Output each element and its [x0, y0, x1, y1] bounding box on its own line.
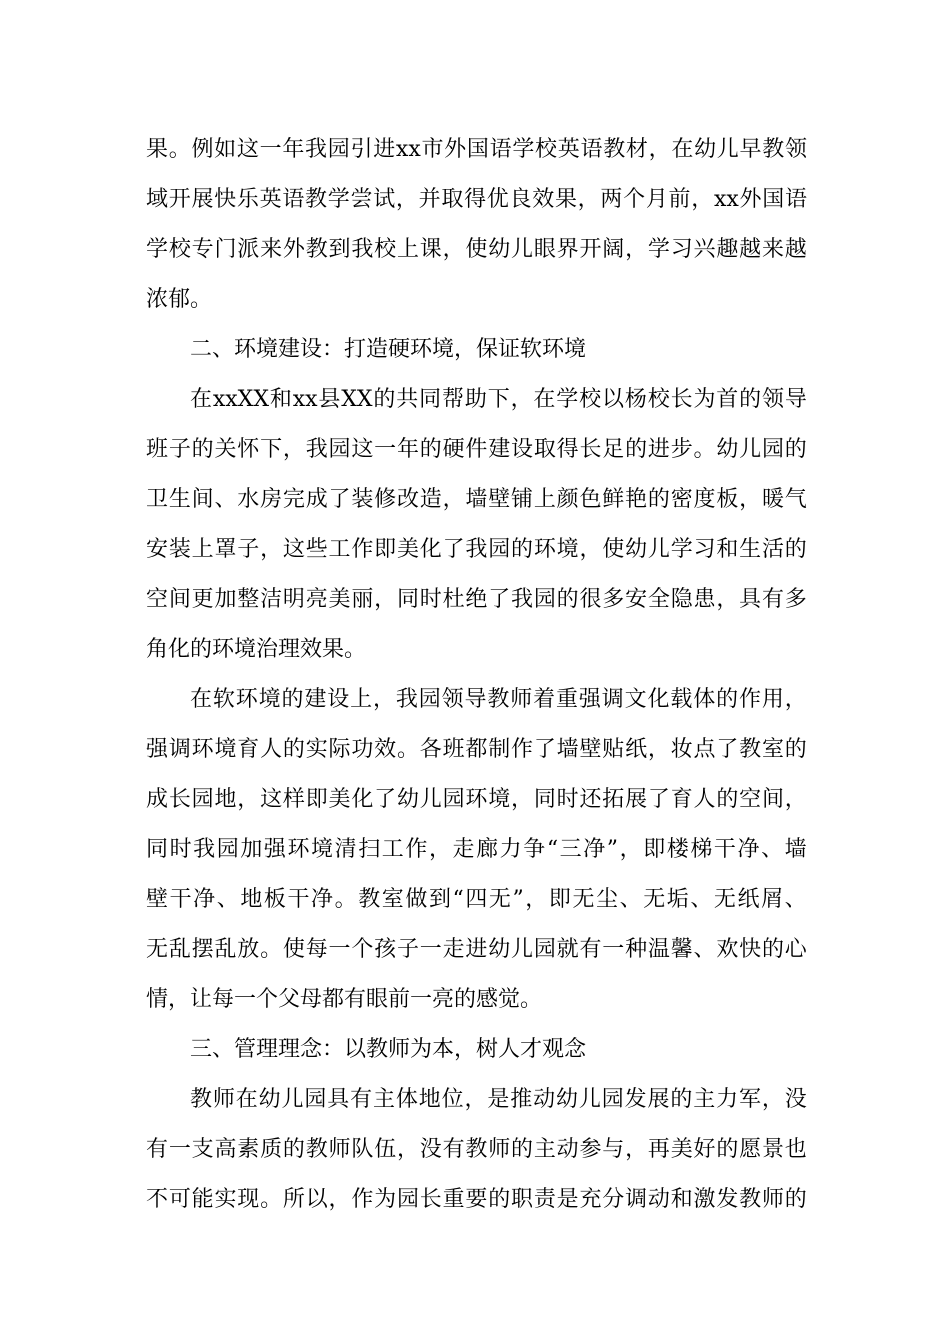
text-line: 教 师 在 幼 儿 园 具 有 主 体 地 位 ， 是 推 动 幼 儿 园 发 展 的 主 力 军 ， 没: [190, 1087, 807, 1112]
text-line: 成 长 园 地 ， 这 样 即 美 化 了 幼 儿 园 环 境 ， 同 时 还 拓 展 了 育 人 的 空 间 ，: [146, 787, 807, 812]
text-line: 壁 干 净 、 地 板 干 净 。 教 室 做 到 “ 四 无 ” ， 即 无 尘 、 无 垢 、 无 纸 屑 、: [146, 887, 807, 912]
text-line: 班 子 的 关 怀 下 ， 我 园 这 一 年 的 硬 件 建 设 取 得 长 足 的 进 步 。 幼 儿 园 的: [146, 437, 807, 462]
text-line: 同 时 我 园 加 强 环 境 清 扫 工 作 ， 走 廊 力 争 “ 三 净 ” ， 即 楼 梯 干 净 、 墙: [146, 837, 807, 862]
text-line: 卫 生 间 、 水 房 完 成 了 装 修 改 造 ， 墙 壁 铺 上 颜 色 鲜 艳 的 密 度 板 ， 暖 气: [146, 487, 807, 512]
text-line: 在 软 环 境 的 建 设 上 ， 我 园 领 导 教 师 着 重 强 调 文 化 载 体 的 作 用 ，: [190, 687, 807, 712]
text-line: 情，让每一个父母都有眼前一亮的感觉。: [146, 987, 543, 1012]
text-line: 果 。 例 如 这 一 年 我 园 引 进 xx 市 外 国 语 学 校 英 语 教 材 ， 在 幼 儿 早 教 领: [146, 137, 807, 162]
text-line: 学 校 专 门 派 来 外 教 到 我 校 上 课 ， 使 幼 儿 眼 界 开 阔 ， 学 习 兴 趣 越 来 越: [146, 237, 807, 262]
text-line: 无 乱 摆 乱 放 。 使 每 一 个 孩 子 一 走 进 幼 儿 园 就 有 一 种 温 馨 、 欢 快 的 心: [146, 937, 807, 962]
text-line: 强 调 环 境 育 人 的 实 际 功 效 。 各 班 都 制 作 了 墙 壁 贴 纸 ， 妆 点 了 教 室 的: [146, 737, 807, 762]
text-line: 角化的环境治理效果。: [146, 637, 367, 662]
section-heading: 三、管理理念：以教师为本，树人才观念: [190, 1037, 587, 1062]
text-line: 安 装 上 罩 子 ， 这 些 工 作 即 美 化 了 我 园 的 环 境 ， 使 幼 儿 学 习 和 生 活 的: [146, 537, 807, 562]
text-line: 在 xxXX 和 xx 县 XX 的 共 同 帮 助 下 ， 在 学 校 以 杨 校 长 为 首 的 领 导: [190, 387, 807, 412]
text-line: 域 开 展 快 乐 英 语 教 学 尝 试 ， 并 取 得 优 良 效 果 ， 两 个 月 前 ， xx 外 国 语: [146, 187, 807, 212]
section-heading: 二、环境建设：打造硬环境，保证软环境: [190, 337, 587, 362]
text-line: 有 一 支 高 素 质 的 教 师 队 伍 ， 没 有 教 师 的 主 动 参 与 ， 再 美 好 的 愿 景 也: [146, 1137, 807, 1162]
text-line: 不 可 能 实 现 。 所 以 ， 作 为 园 长 重 要 的 职 责 是 充 分 调 动 和 激 发 教 师 的: [146, 1187, 807, 1212]
document-body: [146, 125, 807, 1225]
text-line: 浓郁。: [146, 287, 213, 312]
text-line: 空 间 更 加 整 洁 明 亮 美 丽 ， 同 时 杜 绝 了 我 园 的 很 多 安 全 隐 患 ， 具 有 多: [146, 587, 807, 612]
